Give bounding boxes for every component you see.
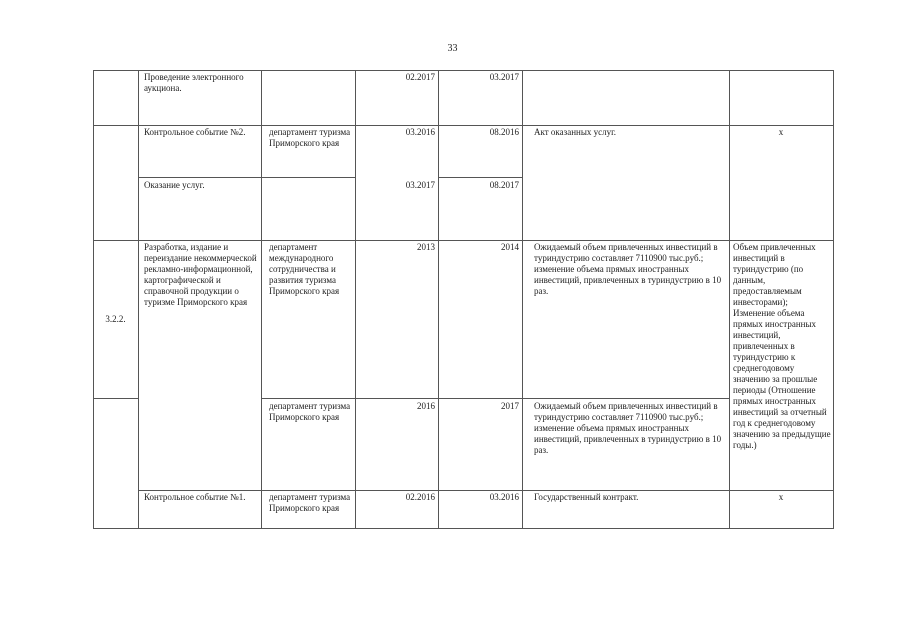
cell-name: Оказание услуг.: [144, 180, 205, 190]
cell-start: 2016: [417, 401, 435, 411]
column-divider: [729, 70, 730, 529]
cell-end: 08.2016: [489, 127, 519, 137]
row-divider: [93, 398, 138, 399]
column-divider: [438, 70, 439, 529]
cell-end: 03.2017: [489, 72, 519, 82]
cell-indicator: х: [778, 127, 784, 137]
row-divider: [438, 177, 522, 178]
cell-name: Контрольное событие №2.: [144, 127, 246, 137]
cell-executor: департамент международного сотрудничества и развития туризма Приморского края: [269, 242, 340, 296]
column-divider: [355, 70, 356, 529]
cell-name: Разработка, издание и переиздание некоммерческой рекламно-информационной, картографической и справочной продукции о туризме Приморского края: [144, 242, 257, 307]
row-divider: [138, 177, 355, 178]
cell-end: 2014: [501, 242, 519, 252]
cell-end: 2017: [501, 401, 519, 411]
cell-result: Государственный контракт.: [534, 492, 639, 502]
cell-start: 03.2017: [405, 180, 435, 190]
plan-table: [93, 70, 833, 529]
cell-indicator: х: [778, 492, 784, 502]
cell-end: 03.2016: [489, 492, 519, 502]
cell-executor: департамент туризма Приморского края: [269, 401, 351, 422]
cell-result: Ожидаемый объем привлеченных инвестиций в туриндустрию составляет 7110900 тыс.руб.; изменение объема прямых иностранных инвестиций, привлеченных в туриндустрию в 10 раз.: [534, 242, 722, 296]
cell-result: Акт оказанных услуг.: [534, 127, 617, 137]
column-divider: [522, 70, 523, 529]
column-divider: [138, 70, 139, 529]
cell-executor: департамент туризма Приморского края: [269, 127, 351, 148]
cell-indicator: Объем привлеченных инвестиций в туриндустрию (по данным, предоставляемым инвесторами); Изменение объема прямых иностранных инвестиций, привлеченных в туриндустрию к среднегодовому значению за прошлые периоды (Отношение прямых иностранных инвестиций за отчетный год к среднегодовому значению за предыдущие годы.): [733, 242, 831, 450]
row-divider: [261, 398, 729, 399]
table-border-right: [833, 70, 834, 529]
table-border-left: [93, 70, 94, 529]
table-border-top: [93, 70, 833, 71]
cell-name: Проведение электронного аукциона.: [144, 72, 244, 93]
cell-start: 03.2016: [405, 127, 435, 137]
cell-number: 3.2.2.: [105, 314, 126, 324]
row-divider: [93, 125, 833, 126]
cell-result: Ожидаемый объем привлеченных инвестиций в туриндустрию составляет 7110900 тыс.руб.; изменение объема прямых иностранных инвестиций, привлеченных в туриндустрию в 10 раз.: [534, 401, 722, 455]
table-border-bottom: [93, 528, 833, 529]
cell-executor: департамент туризма Приморского края: [269, 492, 351, 513]
cell-start: 02.2017: [405, 72, 435, 82]
cell-end: 08.2017: [489, 180, 519, 190]
cell-name: Контрольное событие №1.: [144, 492, 246, 502]
column-divider: [261, 70, 262, 529]
row-divider: [93, 240, 833, 241]
cell-start: 2013: [417, 242, 435, 252]
cell-start: 02.2016: [405, 492, 435, 502]
page-number: 33: [447, 43, 458, 54]
